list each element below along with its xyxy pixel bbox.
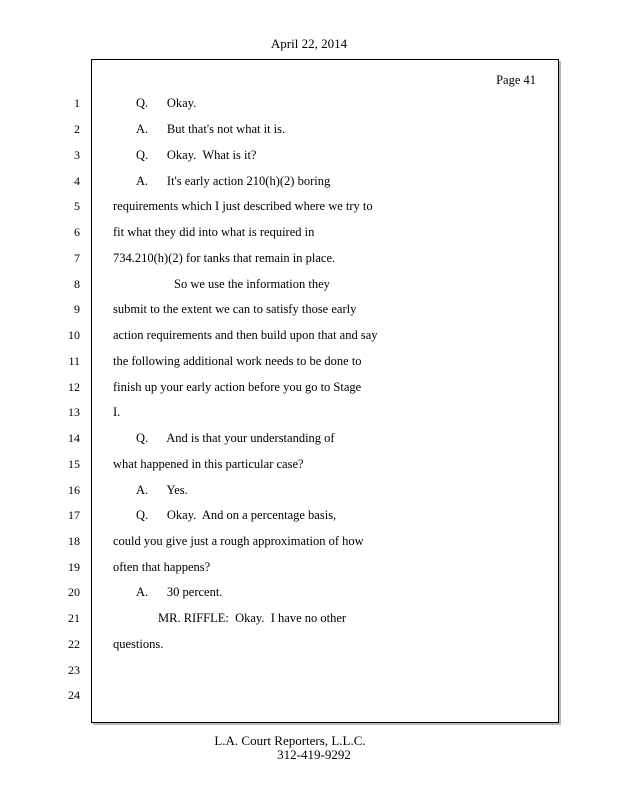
line-number: 12 bbox=[68, 380, 80, 394]
line-text: MR. RIFFLE: Okay. I have no other bbox=[158, 611, 347, 625]
transcript-line-2 bbox=[0, 122, 618, 142]
line-text: Q. And is that your understanding of bbox=[136, 431, 335, 445]
line-number: 19 bbox=[68, 560, 80, 574]
line-text: finish up your early action before you go to Stage bbox=[113, 380, 362, 394]
transcript-line-9 bbox=[0, 302, 618, 322]
transcript-line-11 bbox=[0, 354, 618, 374]
transcript-line-5 bbox=[0, 199, 618, 219]
transcript-line-20 bbox=[0, 585, 618, 605]
transcript-line-7 bbox=[0, 251, 618, 271]
line-text: what happened in this particular case? bbox=[113, 457, 304, 471]
line-text: submit to the extent we can to satisfy those early bbox=[113, 302, 357, 316]
line-number: 18 bbox=[68, 534, 80, 548]
line-number: 20 bbox=[68, 585, 80, 599]
transcript-line-6 bbox=[0, 225, 618, 245]
line-number: 2 bbox=[74, 122, 80, 136]
page-number: Page 41 bbox=[496, 73, 536, 87]
line-text: I. bbox=[113, 405, 121, 419]
line-text: A. But that's not what it is. bbox=[136, 122, 286, 136]
line-number: 8 bbox=[74, 277, 80, 291]
line-number: 4 bbox=[74, 174, 80, 188]
transcript-line-3 bbox=[0, 148, 618, 168]
line-text: A. Yes. bbox=[136, 483, 188, 497]
transcript-line-24 bbox=[0, 688, 618, 708]
line-number: 7 bbox=[74, 251, 80, 265]
line-number: 6 bbox=[74, 225, 80, 239]
line-text: So we use the information they bbox=[174, 277, 330, 291]
line-text: Q. Okay. And on a percentage basis, bbox=[136, 508, 337, 522]
line-number: 9 bbox=[74, 302, 80, 316]
line-number: 17 bbox=[68, 508, 80, 522]
transcript-line-17 bbox=[0, 508, 618, 528]
line-text: Q. Okay. bbox=[136, 96, 197, 110]
transcript-line-8 bbox=[0, 277, 618, 297]
line-number: 14 bbox=[68, 431, 80, 445]
line-text: the following additional work needs to be done to bbox=[113, 354, 362, 368]
transcript-line-15 bbox=[0, 457, 618, 477]
line-text: fit what they did into what is required in bbox=[113, 225, 315, 239]
line-number: 13 bbox=[68, 405, 80, 419]
line-number: 15 bbox=[68, 457, 80, 471]
line-text: A. It's early action 210(h)(2) boring bbox=[136, 174, 331, 188]
line-text: requirements which I just described where we try to bbox=[113, 199, 373, 213]
line-number: 21 bbox=[68, 611, 80, 625]
line-text: Q. Okay. What is it? bbox=[136, 148, 257, 162]
transcript-line-14 bbox=[0, 431, 618, 451]
line-text: questions. bbox=[113, 637, 164, 651]
line-number: 24 bbox=[68, 688, 80, 702]
transcript-line-12 bbox=[0, 380, 618, 400]
line-number: 3 bbox=[74, 148, 80, 162]
line-text: often that happens? bbox=[113, 560, 211, 574]
line-number: 11 bbox=[68, 354, 80, 368]
transcript-line-21 bbox=[0, 611, 618, 631]
transcript-line-23 bbox=[0, 663, 618, 683]
transcript-line-13 bbox=[0, 405, 618, 425]
footer-phone: 312-419-9292 bbox=[277, 747, 351, 762]
line-number: 23 bbox=[68, 663, 80, 677]
line-number: 10 bbox=[68, 328, 80, 342]
transcript-line-22 bbox=[0, 637, 618, 657]
transcript-line-16 bbox=[0, 483, 618, 503]
line-number: 5 bbox=[74, 199, 80, 213]
line-text: 734.210(h)(2) for tanks that remain in place. bbox=[113, 251, 336, 265]
transcript-line-1 bbox=[0, 96, 618, 116]
line-number: 22 bbox=[68, 637, 80, 651]
line-text: could you give just a rough approximation of how bbox=[113, 534, 364, 548]
footer-company: L.A. Court Reporters, L.L.C. bbox=[214, 733, 366, 748]
line-number: 1 bbox=[74, 96, 80, 110]
line-text: action requirements and then build upon that and say bbox=[113, 328, 378, 342]
transcript-line-4 bbox=[0, 174, 618, 194]
line-text: A. 30 percent. bbox=[136, 585, 223, 599]
transcript-line-19 bbox=[0, 560, 618, 580]
line-number: 16 bbox=[68, 483, 80, 497]
transcript-line-10 bbox=[0, 328, 618, 348]
header-date: April 22, 2014 bbox=[270, 36, 348, 51]
transcript-line-18 bbox=[0, 534, 618, 554]
